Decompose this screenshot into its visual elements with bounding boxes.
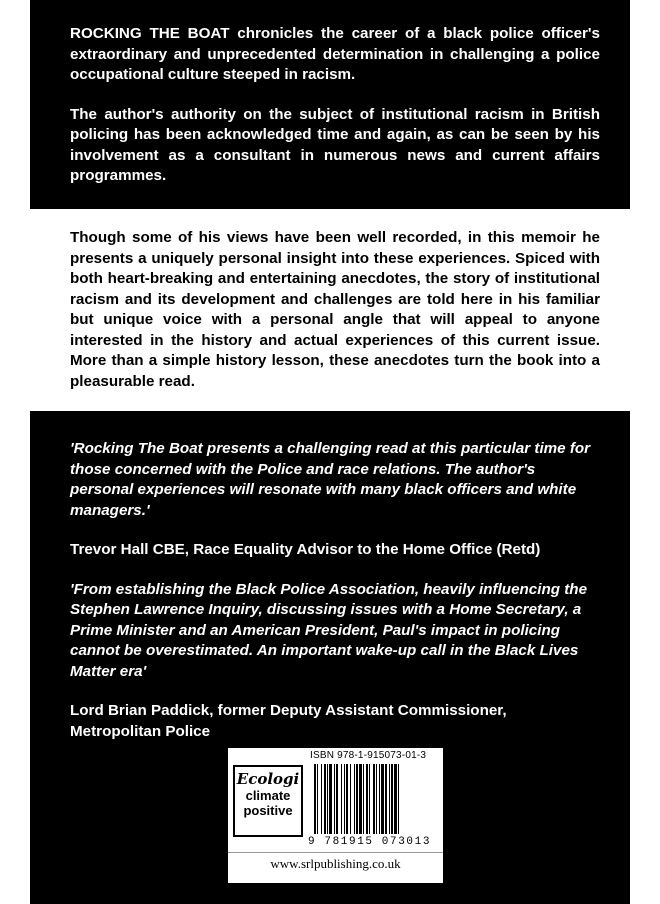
middle-blurb-panel [30, 209, 630, 411]
barcode-icon [312, 764, 434, 836]
barcode-bar [324, 764, 326, 834]
barcode-bar [381, 764, 384, 834]
barcode-bar [379, 764, 380, 834]
barcode-bar [334, 764, 335, 834]
barcode-bar [329, 764, 332, 834]
barcode-bar [356, 764, 358, 834]
barcode-bar [391, 764, 393, 834]
barcode-bar [359, 764, 362, 834]
barcode-bar [389, 764, 390, 834]
blurb-paragraph-1: ROCKING THE BOAT chronicles the career of a black police officer's extraordinary and unprecedented determination in challenging a police occupational culture steeped in racism. [70, 25, 600, 83]
blurb-paragraph-2: The author's authority on the subject of institutional racism in British policing has been acknowledged time and again, as can be seen by his involvement as a consultant in numerous news and current affairs programmes. [70, 105, 600, 184]
barcode-bar [394, 764, 397, 834]
barcode-bar [327, 764, 328, 834]
ecologi-badge [233, 765, 303, 837]
ecologi-logo: Ecologi [236, 770, 300, 788]
barcode-bar [376, 764, 377, 834]
endorsement-quote-1: 'Rocking The Boat presents a challenging read at this particular time for those concerned with the Police and race relations. The author's personal experiences will resonate with many black officers and white managers.' [70, 440, 591, 519]
ecologi-line-1: climate [245, 788, 291, 803]
barcode-bar [344, 764, 345, 834]
barcode-bar [321, 764, 322, 834]
blurb-paragraph-3: Though some of his views have been well recorded, in this memoir he presents a uniquely personal insight into these experiences. Spiced with both heart-breaking and entertaining anecdotes, the story of institutional racism and its development and challenges are told here in his familiar but unique voice with a personal angle that will appeal to anyone interested in the history and actual experiences of this current issue. More than a simple history lesson, these anecdotes turn the book into a pleasurable read. [70, 229, 600, 390]
publisher-website: www.srlpublishing.co.uk [270, 856, 401, 871]
ecologi-line-2: positive [243, 803, 293, 818]
barcode-bar [385, 764, 387, 834]
barcode-bar [346, 764, 348, 834]
barcode-bar [341, 764, 342, 834]
barcode-bar [350, 764, 351, 834]
barcode-bar [363, 764, 364, 834]
isbn-label: ISBN 978-1-915073-01-3 [310, 750, 427, 761]
divider [228, 852, 443, 853]
endorsement-attribution-1: Trevor Hall CBE, Race Equality Advisor to the Home Office (Retd) [70, 541, 541, 558]
endorsement-quote-2: 'From establishing the Black Police Association, heavily influencing the Stephen Lawrence Inquiry, discussing issues with a Home Secretary, a Prime Minister and an American President, Paul's impact in policing cannot be overestimated. An important wake-up call in the Black Lives Matter era' [70, 580, 588, 680]
barcode-bar [354, 764, 355, 834]
barcode-bar [398, 764, 399, 834]
barcode-bar [314, 764, 316, 834]
barcode-bar [369, 764, 370, 834]
barcode-bar [373, 764, 375, 834]
barcode-bar [366, 764, 368, 834]
endorsement-attribution-2: Lord Brian Paddick, former Deputy Assistant Commissioner, Metropolitan Police [70, 702, 507, 740]
isbn-digits: 9 781915 073013 [308, 836, 432, 848]
barcode-bar [317, 764, 318, 834]
barcode-panel [228, 748, 443, 883]
barcode-bar [336, 764, 338, 834]
top-blurb-panel [30, 0, 630, 209]
